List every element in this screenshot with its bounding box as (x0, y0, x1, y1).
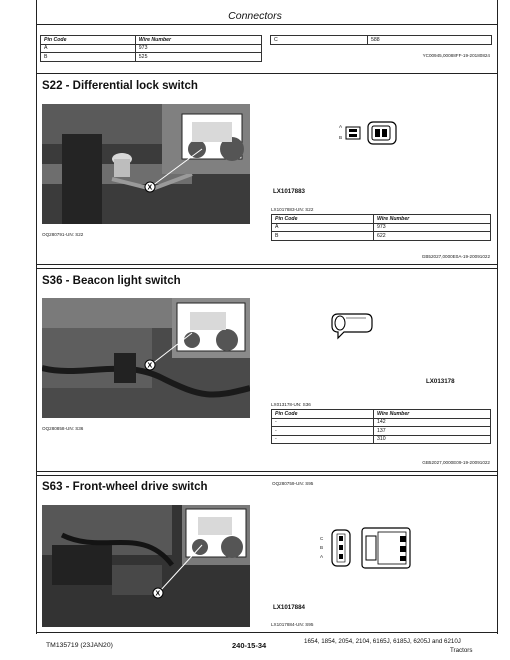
col-header-pin-code: Pin Code (41, 36, 136, 45)
connector-label-s36: LX013178 (426, 378, 455, 385)
table-caption-s36: LX013178-UN: S36 (271, 402, 311, 407)
col-header-wire-number: Wire Number (374, 410, 491, 419)
section-title-s36: S36 - Beacon light switch (42, 275, 181, 287)
footer-doc-id: TM135719 (23JAN20) (46, 642, 113, 649)
section-title-s63: S63 - Front-wheel drive switch (42, 481, 208, 493)
connector-pin-letter: B (339, 135, 343, 140)
connector-label-s22: LX1017883 (273, 188, 305, 195)
pin-table-s22 (271, 214, 491, 241)
connector-pin-letter: B (320, 545, 324, 550)
table-caption-s22: LX1017883-UN: S22 (271, 207, 314, 212)
connector-drawing-s36 (326, 306, 376, 342)
footer-page-number: 240-15-34 (232, 641, 267, 650)
connector-pin-letter: A (339, 124, 343, 129)
photo-s36 (42, 298, 250, 418)
top-pin-table-left (40, 35, 262, 62)
table-row: C 588 (271, 36, 492, 45)
photo-caption-s63: OQ280759-UN: S95 (272, 481, 314, 486)
table-row: - 142 (272, 418, 491, 427)
connector-pin-letter: C (320, 536, 324, 541)
photo-s63 (42, 505, 250, 627)
section-ref-s22: GB52027,0000E0A-19-20091022 (421, 254, 490, 259)
photo-caption-s36: OQ280858-UN: S36 (42, 426, 84, 431)
photo-s22 (42, 104, 250, 224)
connector-label-s63: LX1017884 (273, 604, 305, 611)
section-title-s22: S22 - Differential lock switch (42, 80, 198, 92)
footer-product: Tractors (450, 647, 473, 654)
page-title: Connectors (228, 10, 282, 22)
col-header-pin-code: Pin Code (272, 215, 374, 224)
table-row: - 310 (272, 435, 491, 444)
connector-pin-letter: A (320, 554, 324, 559)
photo-caption-s22: OQ280791-UN: S22 (42, 232, 84, 237)
table-caption-s63: LX1017884-UN: S95 (271, 622, 314, 627)
table-row: A 973 (41, 44, 262, 53)
col-header-wire-number: Wire Number (374, 215, 491, 224)
pin-table-s36 (271, 409, 491, 444)
section-ref-s36: GB52027,0000E09-19-20091022 (422, 460, 490, 465)
connector-drawing-s22 (338, 118, 404, 148)
table-row: - 137 (272, 427, 491, 436)
col-header-wire-number: Wire Number (135, 36, 261, 45)
header-rule (36, 24, 498, 25)
connector-drawing-s63 (312, 522, 416, 574)
table-row: B 525 (41, 53, 262, 62)
top-pin-table-right (270, 35, 492, 45)
top-reference-code: YC00945,00088FF-19-20180824 (422, 53, 490, 58)
col-header-pin-code: Pin Code (272, 410, 374, 419)
footer-models: 1654, 1854, 2054, 2104, 6165J, 6185J, 6205J and 6210J (304, 638, 461, 645)
svg-text:X: X (147, 184, 153, 192)
table-row: A 973 (272, 223, 491, 232)
svg-text:X: X (147, 362, 153, 370)
table-row: B 622 (272, 232, 491, 241)
svg-text:X: X (155, 590, 161, 598)
